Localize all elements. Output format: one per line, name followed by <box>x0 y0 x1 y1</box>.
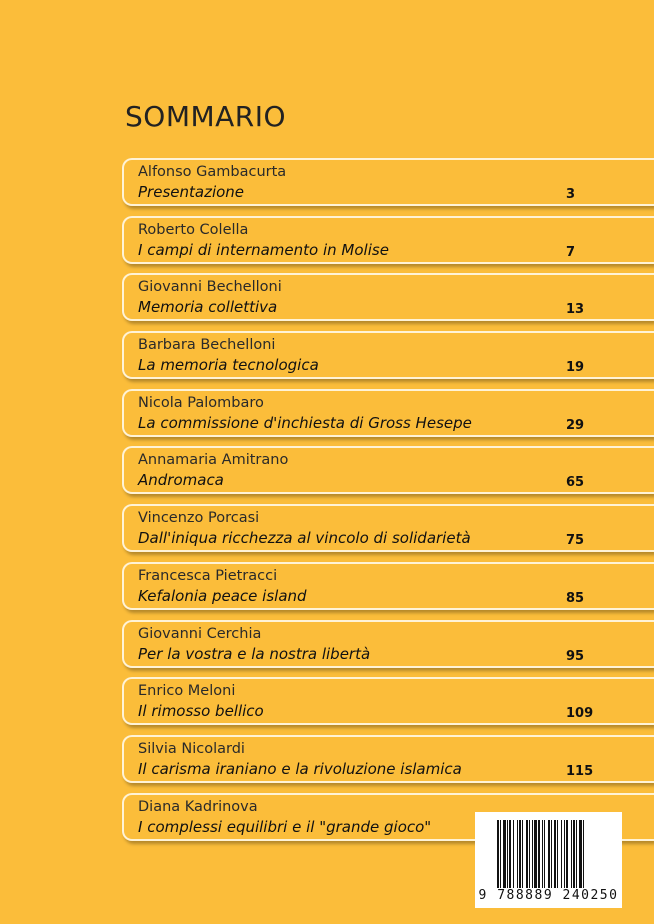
barcode-bar <box>517 820 518 888</box>
entry-page: 85 <box>566 590 585 606</box>
barcode-bar <box>507 820 508 888</box>
barcode-bar <box>497 820 499 888</box>
barcode-bar <box>551 820 552 888</box>
entry-page: 95 <box>566 648 585 664</box>
barcode-digits: 9 788889 240250 <box>478 888 619 903</box>
barcode-bar <box>500 820 501 888</box>
barcode-bar <box>579 820 582 888</box>
entry-title: I campi di internamento in Molise <box>138 240 389 259</box>
toc-entry[interactable] <box>122 158 654 206</box>
entry-author: Giovanni Cerchia <box>138 625 262 642</box>
entry-page: 7 <box>566 244 576 260</box>
barcode-bar <box>503 820 506 888</box>
barcode-bar <box>532 820 533 888</box>
toc-entry[interactable] <box>122 446 654 494</box>
entry-page: 13 <box>566 302 585 318</box>
entry-page: 65 <box>566 475 585 491</box>
toc-entry[interactable] <box>122 273 654 321</box>
entry-title: Memoria collettiva <box>138 298 278 317</box>
entry-author: Alfonso Gambacurta <box>138 164 287 180</box>
barcode-bar <box>544 820 545 888</box>
entry-author: Barbara Bechelloni <box>138 337 276 354</box>
toc-entry[interactable] <box>122 562 654 610</box>
entry-page: 19 <box>566 360 585 376</box>
entry-title: I complessi equilibri e il "grande gioco" <box>138 817 432 836</box>
barcode-bar <box>513 820 514 888</box>
entry-title: Dall'iniqua ricchezza al vincolo di solidarietà <box>138 529 471 548</box>
entry-page: 115 <box>566 763 594 779</box>
barcode-bar <box>548 820 550 888</box>
toc-entry[interactable] <box>122 389 654 437</box>
entry-page: 109 <box>566 706 594 722</box>
toc-entry[interactable] <box>122 331 654 379</box>
entry-author: Diana Kadrinova <box>138 798 258 815</box>
entry-page: 75 <box>566 533 585 549</box>
toc-entry[interactable] <box>122 677 654 725</box>
table-of-contents <box>122 158 654 850</box>
barcode-bar <box>571 820 572 888</box>
entry-title: Il carisma iraniano e la rivoluzione islamica <box>138 759 462 778</box>
entry-title: La commissione d'inchiesta di Gross Hesepe <box>138 413 472 432</box>
toc-entry[interactable] <box>122 216 654 264</box>
entry-title: Presentazione <box>138 183 245 201</box>
barcode-bar <box>566 820 568 888</box>
barcode-bar <box>538 820 540 888</box>
entry-page: 29 <box>566 417 585 433</box>
toc-entry[interactable] <box>122 620 654 668</box>
toc-entry[interactable] <box>122 504 654 552</box>
barcode-bar <box>519 820 521 888</box>
barcode-bar <box>573 820 575 888</box>
entry-title: Per la vostra e la nostra libertà <box>138 644 371 663</box>
page-title: SOMMARIO <box>125 100 287 133</box>
barcode-bar <box>561 820 562 888</box>
barcode-bar <box>554 820 556 888</box>
barcode-bar <box>576 820 577 888</box>
barcode-bar <box>529 820 530 888</box>
isbn-barcode <box>475 812 622 908</box>
entry-author: Annamaria Amitrano <box>138 452 289 469</box>
entry-page: 3 <box>566 187 576 202</box>
barcode-bar <box>557 820 558 888</box>
barcode-bar <box>526 820 528 888</box>
barcode-bar <box>534 820 537 888</box>
entry-title: Il rimosso bellico <box>138 702 264 721</box>
entry-author: Giovanni Bechelloni <box>138 279 282 296</box>
barcode-bar <box>583 820 584 888</box>
entry-title: Andromaca <box>138 471 224 490</box>
barcode-bar <box>564 820 565 888</box>
entry-author: Enrico Meloni <box>138 683 236 700</box>
barcode-bars <box>497 820 611 888</box>
barcode-bar <box>542 820 543 888</box>
toc-entry[interactable] <box>122 735 654 783</box>
entry-author: Francesca Pietracci <box>138 567 278 584</box>
entry-author: Silvia Nicolardi <box>138 740 245 757</box>
barcode-bar <box>509 820 511 888</box>
entry-author: Nicola Palombaro <box>138 394 264 411</box>
entry-author: Vincenzo Porcasi <box>138 510 260 527</box>
entry-author: Roberto Colella <box>138 221 249 238</box>
entry-title: La memoria tecnologica <box>138 356 319 375</box>
barcode-bar <box>522 820 523 888</box>
entry-title: Kefalonia peace island <box>138 586 307 605</box>
